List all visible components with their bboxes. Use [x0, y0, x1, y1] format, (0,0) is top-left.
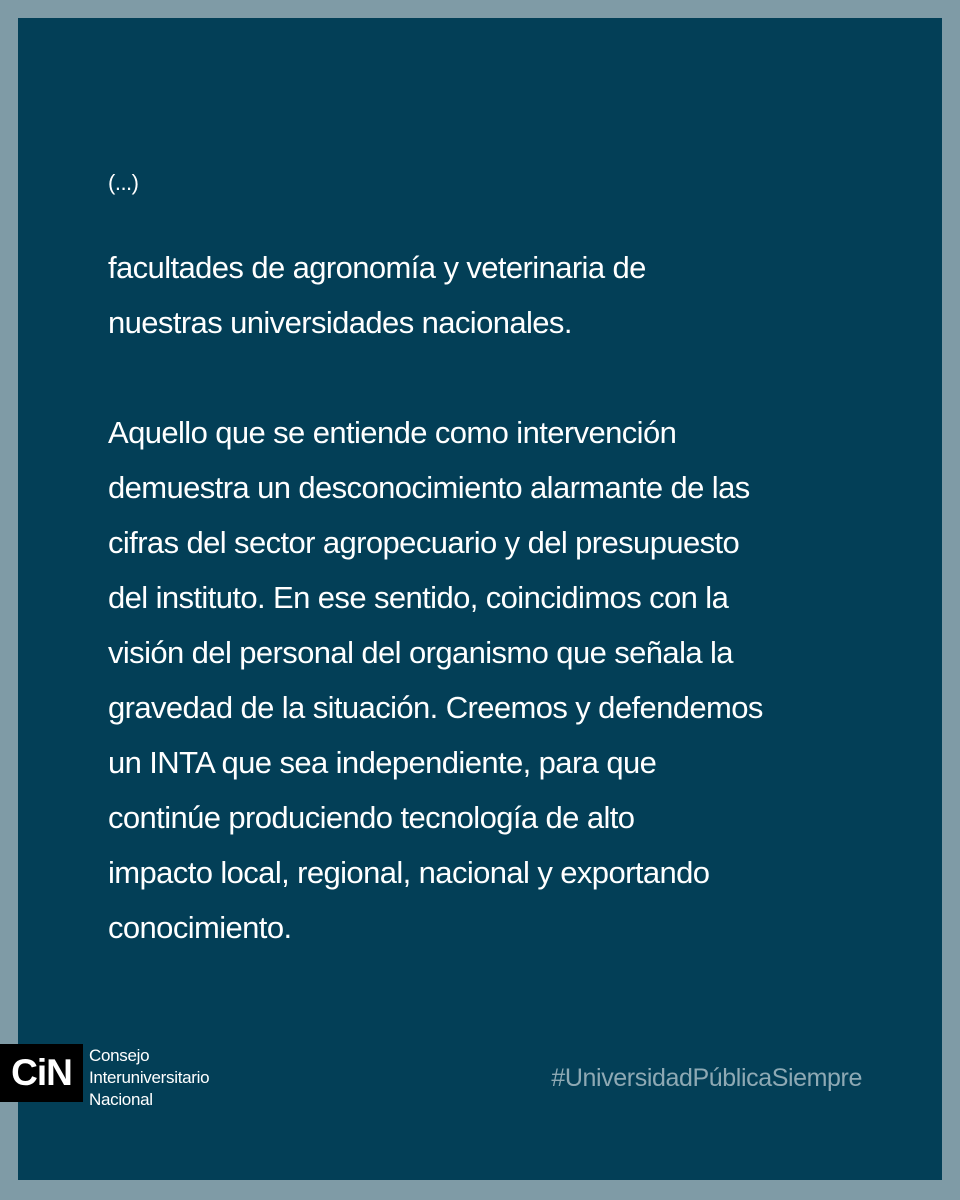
cin-logo-mark: CiN [0, 1044, 83, 1102]
cin-logo [0, 1044, 209, 1111]
ellipsis-marker: (...) [108, 170, 139, 195]
paragraph-2: Aquello que se entiende como intervención demuestra un desconocimiento alarmante de las cifras del sector agropecuario y del presupuesto del instituto. En ese sentido, coincidimos con la visión del personal del organismo que señala la gravedad de la situación. Creemos y defendemos un INTA que sea independiente, para que continúe produciendo tecnología de alto impacto local, regional, nacional y exportando conocimiento. [108, 415, 763, 945]
logo-line-3: Nacional [89, 1090, 153, 1109]
logo-line-2: Interuniversitario [89, 1068, 210, 1087]
cin-logo-text [89, 1045, 209, 1111]
paragraph-1: facultades de agronomía y veterinaria de nuestras universidades nacionales. [108, 250, 646, 340]
hashtag: #UniversidadPúblicaSiempre [551, 1064, 862, 1092]
post-panel [11, 18, 942, 1180]
logo-line-1: Consejo [89, 1046, 150, 1065]
body-text [108, 240, 878, 955]
